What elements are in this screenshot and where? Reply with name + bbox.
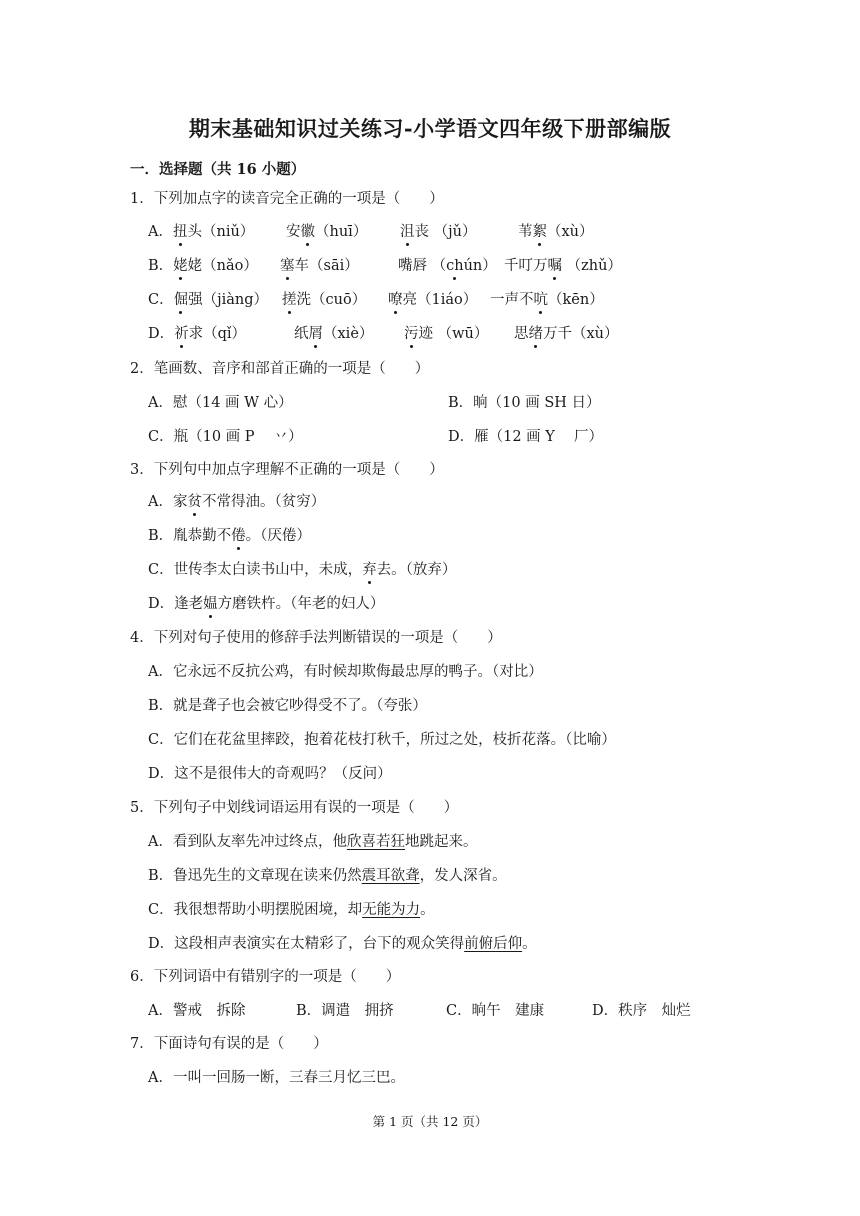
question-4-stem: 4．下列对句子使用的修辞手法判断错误的一项是（ ） (130, 630, 502, 646)
document-title: 期末基础知识过关练习-小学语文四年级下册部编版 (188, 116, 672, 141)
q3-option-b: B．胤恭勤不倦。（厌倦） (148, 528, 311, 544)
q1-option-d-item-4: 思绪万千（xù） (514, 326, 619, 342)
q6-option-a: A．警戒 拆除 (148, 1003, 246, 1019)
q1-option-c-item-1: C．倔强（jiàng） (148, 292, 269, 308)
q6-option-c: C．晌午 建康 (446, 1003, 545, 1019)
q5-option-b: B．鲁迅先生的文章现在读来仍然震耳欲聋，发人深省。 (148, 868, 507, 884)
page-footer: 第 1 页（共 12 页） (372, 1114, 488, 1129)
q5-option-d: D．这段相声表演实在太精彩了，台下的观众笑得前俯后仰。 (148, 936, 537, 952)
question-1-stem: 1．下列加点字的读音完全正确的一项是（ ） (130, 191, 444, 207)
question-7-stem: 7．下面诗句有误的是（ ） (130, 1036, 328, 1052)
q1-option-d-item-1: D．祈求（qǐ） (148, 326, 247, 342)
q1-option-c-item-4: 一声不吭（kēn） (490, 292, 604, 308)
q3-option-a: A．家贫不常得油。（贫穷） (148, 494, 326, 510)
q1-option-c-item-3: 嘹亮（1iáo） (388, 292, 478, 308)
q1-option-d-item-3: 污迹 （wū） (404, 326, 489, 342)
q2-option-b: B．晌（10 画 SH 日） (448, 395, 601, 411)
question-3-stem: 3．下列句中加点字理解不正确的一项是（ ） (130, 462, 444, 478)
q1-option-a-item-4: 苇絮（xù） (518, 224, 594, 240)
q2-option-a: A．慰（14 画 W 心） (148, 395, 293, 411)
q5-option-c: C．我很想帮助小明摆脱困境，却无能为力。 (148, 902, 435, 918)
q2-option-d: D．雁（12 画 Y 厂） (448, 429, 603, 445)
q4-option-b: B．就是聋子也会被它吵得受不了。（夸张） (148, 698, 427, 714)
q1-option-c-item-2: 搓洗（cuō） (282, 292, 367, 308)
q4-option-d: D．这不是很伟大的奇观吗？（反问） (148, 766, 392, 782)
q1-option-b-item-2: 塞车（sāi） (280, 258, 359, 274)
q1-option-b-item-1: B．姥姥（nǎo） (148, 258, 258, 274)
q1-option-b-item-4: 千叮万嘱 （zhǔ） (504, 258, 622, 274)
q6-option-d: D．秩序 灿烂 (592, 1003, 691, 1019)
q6-option-b: B．调遣 拥挤 (296, 1003, 394, 1019)
q3-option-d: D．逢老媪方磨铁杵。（年老的妇人） (148, 596, 385, 612)
question-6-stem: 6．下列词语中有错别字的一项是（ ） (130, 969, 401, 985)
q1-option-b-item-3: 嘴唇 （chún） (398, 258, 497, 274)
q2-option-c: C．瓶（10 画 P 丷） (148, 429, 303, 445)
section-heading: 一．选择题（共 16 小题） (130, 161, 306, 178)
q4-option-a: A．它永远不反抗公鸡，有时候却欺侮最忠厚的鸭子。（对比） (148, 664, 543, 680)
q3-option-c: C．世传李太白读书山中，未成，弃去。（放弃） (148, 562, 457, 578)
q7-option-a: A．一叫一回肠一断，三春三月忆三巴。 (148, 1070, 405, 1086)
q1-option-d-item-2: 纸屑（xiè） (294, 326, 374, 342)
q4-option-c: C．它们在花盆里摔跤，抱着花枝打秋千，所过之处，枝折花落。（比喻） (148, 732, 616, 748)
q1-option-a-item-2: 安徽（huī） (286, 224, 368, 240)
question-2-stem: 2．笔画数、音序和部首正确的一项是（ ） (130, 361, 430, 377)
q1-option-a-item-3: 沮丧 （jǔ） (400, 224, 477, 240)
q1-option-a-item-1: A．扭头（niǔ） (148, 224, 255, 240)
q5-option-a: A．看到队友率先冲过终点，他欣喜若狂地跳起来。 (148, 834, 478, 850)
question-5-stem: 5．下列句子中划线词语运用有误的一项是（ ） (130, 800, 459, 816)
